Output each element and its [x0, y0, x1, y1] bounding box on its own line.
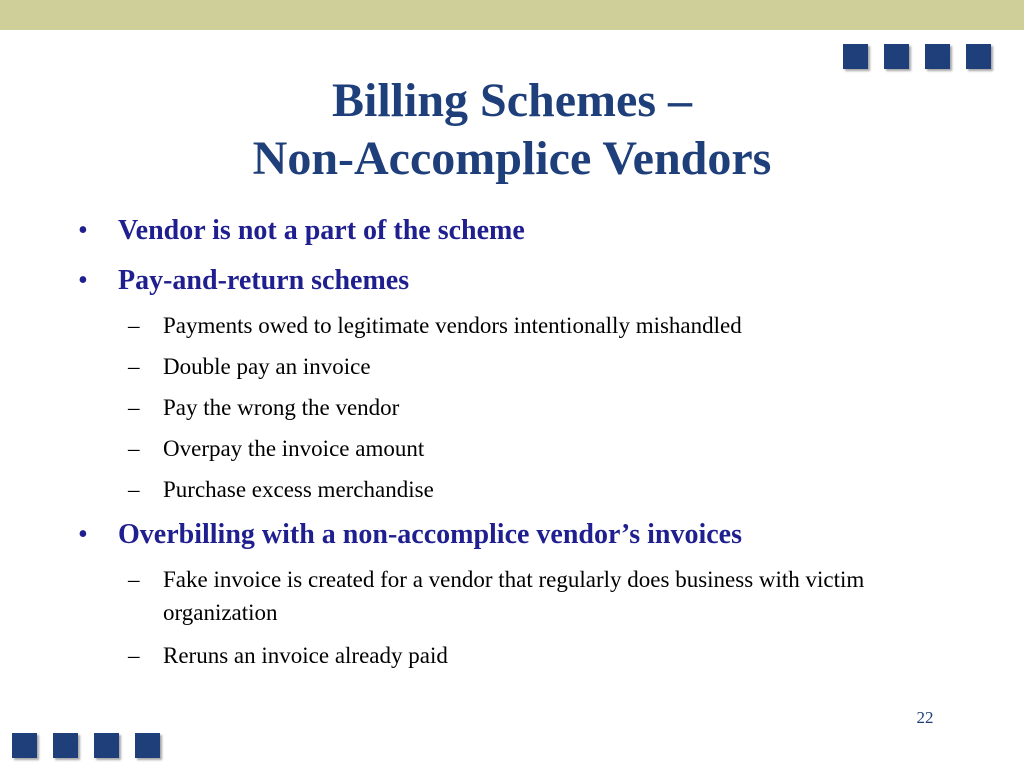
dash-glyph: –: [128, 313, 140, 338]
sub-bullet-text: Payments owed to legitimate vendors intentionally mishandled: [163, 313, 742, 338]
square-icon: [94, 733, 119, 758]
title-line-1: Billing Schemes –: [331, 74, 693, 127]
sub-bullet-text: Overpay the invoice amount: [163, 436, 425, 461]
sub-bullet-text: Reruns an invoice already paid: [163, 643, 448, 668]
bullet-item: [78, 518, 742, 552]
bottom-square-decoration: [12, 733, 160, 758]
sub-bullet-item: [128, 473, 903, 506]
bullet-text: Overbilling with a non-accomplice vendor’s invoices: [118, 519, 742, 550]
square-icon: [53, 733, 78, 758]
dash-glyph: –: [128, 567, 140, 592]
sub-bullet-item: [128, 639, 903, 672]
bullet-glyph: •: [78, 215, 88, 246]
bullet-glyph: •: [78, 265, 88, 296]
sub-bullet-item: [128, 432, 903, 465]
sub-bullet-text: Fake invoice is created for a vendor that regularly does business with victim organization: [163, 567, 865, 625]
dash-glyph: –: [128, 395, 140, 420]
page-number: 22: [916, 708, 934, 727]
bullet-glyph: •: [78, 519, 88, 550]
dash-glyph: –: [128, 643, 140, 668]
sub-bullet-item: [128, 309, 903, 342]
sub-bullet-text: Pay the wrong the vendor: [163, 395, 400, 420]
square-icon: [12, 733, 37, 758]
sub-bullet-text: Double pay an invoice: [163, 354, 371, 379]
sub-bullet-item: [128, 350, 903, 383]
bullet-text: Vendor is not a part of the scheme: [118, 215, 525, 246]
sub-bullet-text: Purchase excess merchandise: [163, 477, 434, 502]
dash-glyph: –: [128, 354, 140, 379]
bullet-item: [78, 264, 409, 298]
sub-bullet-item: [128, 391, 903, 424]
bullet-text: Pay-and-return schemes: [118, 265, 410, 296]
square-icon: [135, 733, 160, 758]
title-line-2: Non-Accomplice Vendors: [252, 132, 772, 185]
bullet-item: [78, 214, 525, 248]
dash-glyph: –: [128, 436, 140, 461]
sub-bullet-item: [128, 563, 903, 629]
dash-glyph: –: [128, 477, 140, 502]
